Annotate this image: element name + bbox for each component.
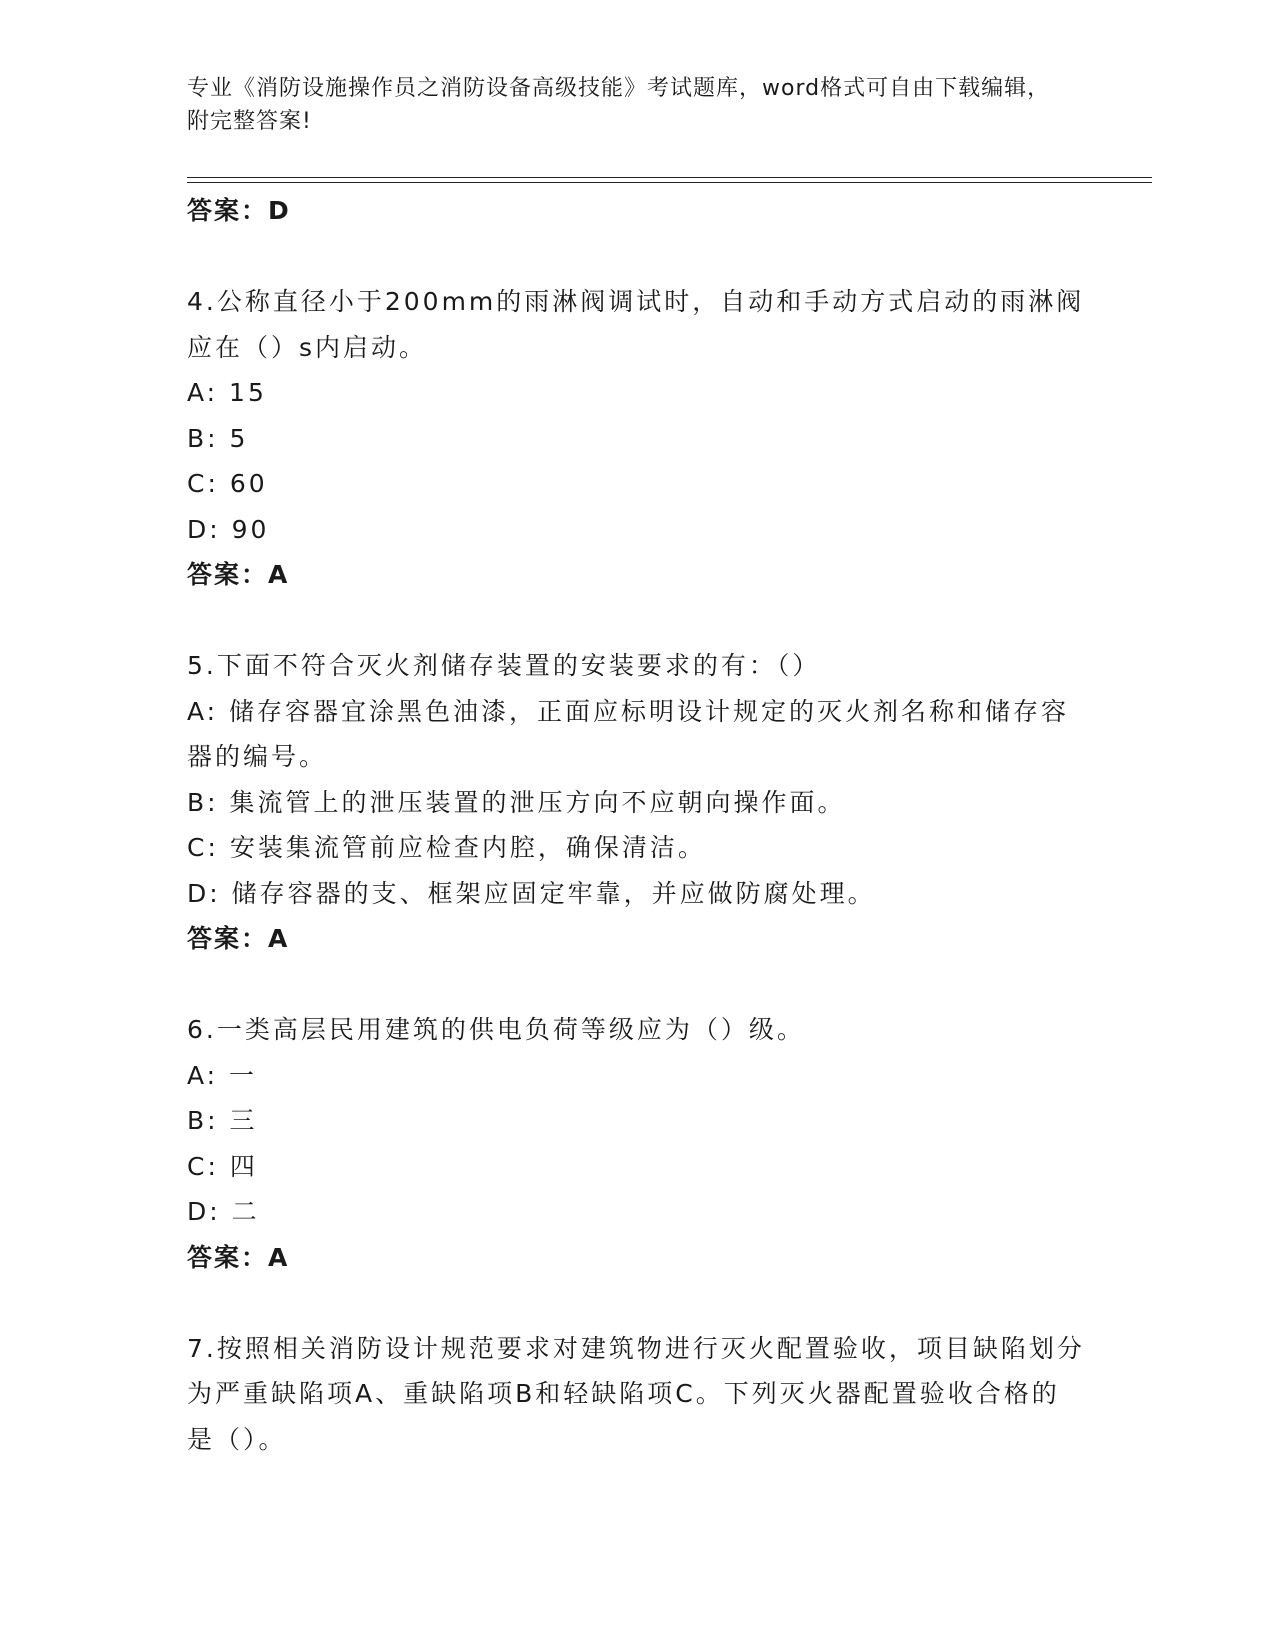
header-rule-bottom bbox=[187, 182, 1152, 183]
document-body bbox=[187, 188, 1087, 1462]
question-7 bbox=[187, 1326, 1087, 1463]
question-5 bbox=[187, 643, 1087, 962]
previous-answer: 答案：D bbox=[187, 196, 291, 225]
question-6 bbox=[187, 1007, 1087, 1280]
answer: 答案：A bbox=[187, 1242, 290, 1272]
spacer bbox=[187, 598, 1087, 644]
spacer bbox=[187, 962, 1087, 1008]
option-c: C: 四 bbox=[187, 1151, 258, 1181]
option-b: B: 集流管上的泄压装置的泄压方向不应朝向操作面。 bbox=[187, 787, 846, 817]
spacer bbox=[187, 1280, 1087, 1326]
question-4 bbox=[187, 279, 1087, 598]
option-b: B: 5 bbox=[187, 423, 249, 453]
option-a: A: 15 bbox=[187, 378, 267, 407]
option-d: D: 二 bbox=[187, 1197, 260, 1226]
answer: 答案：A bbox=[187, 924, 290, 953]
header-rule-top bbox=[187, 177, 1152, 178]
option-c: C: 60 bbox=[187, 469, 268, 498]
answer: 答案：A bbox=[187, 560, 290, 589]
question-text: 4.公称直径小于200mm的雨淋阀调试时，自动和手动方式启动的雨淋阀应在（）s内启动。 bbox=[187, 287, 1085, 362]
question-text: 7.按照相关消防设计规范要求对建筑物进行灭火配置验收，项目缺陷划分为严重缺陷项A、重缺陷项B和轻缺陷项C。下列灭火器配置验收合格的是（）。 bbox=[187, 1333, 1085, 1454]
option-c: C: 安装集流管前应检查内腔，确保清洁。 bbox=[187, 833, 706, 862]
spacer bbox=[187, 234, 1087, 280]
option-a: A: 储存容器宜涂黑色油漆，正面应标明设计规定的灭火剂名称和储存容器的编号。 bbox=[187, 696, 1070, 771]
option-a: A: 一 bbox=[187, 1060, 258, 1090]
option-b: B: 三 bbox=[187, 1106, 258, 1135]
question-text: 5.下面不符合灭火剂储存装置的安装要求的有：（） bbox=[187, 651, 821, 680]
option-d: D: 储存容器的支、框架应固定牢靠，并应做防腐处理。 bbox=[187, 878, 876, 908]
document-header: 专业《消防设施操作员之消防设备高级技能》考试题库，word格式可自由下载编辑，附完整答案! bbox=[187, 76, 1051, 134]
option-d: D: 90 bbox=[187, 514, 270, 544]
question-text: 6.一类高层民用建筑的供电负荷等级应为（）级。 bbox=[187, 1015, 805, 1044]
